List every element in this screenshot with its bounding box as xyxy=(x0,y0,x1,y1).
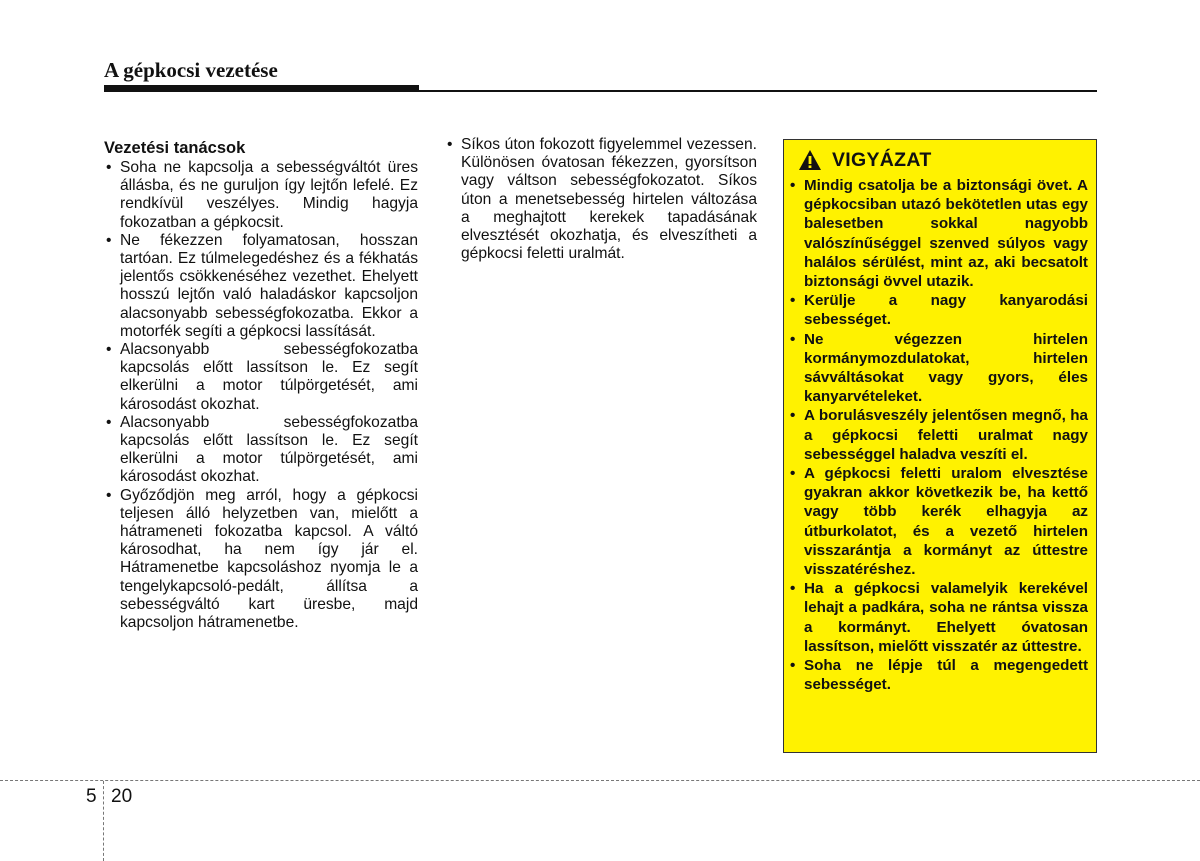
chapter-number: 5 xyxy=(86,786,97,807)
warning-item: • Soha ne lépje túl a megengedett sebességet. xyxy=(790,656,1088,694)
footer-divider xyxy=(0,780,1200,781)
warning-box xyxy=(783,139,1097,753)
warning-triangle-icon xyxy=(798,149,822,171)
column-left xyxy=(104,139,418,632)
driving-tips-list-continued xyxy=(445,136,757,263)
warning-header xyxy=(798,148,1088,172)
warning-item: • A gépkocsi feletti uralom elvesztése gyakran akkor következik be, ha kettő vagy több kerék elhagyja az útburkolatot, és a vezető hirtelen visszarántja a kormányt az úttestre visszatéréshez. xyxy=(790,464,1088,579)
header-rule-thin xyxy=(419,90,1097,92)
warning-title: VIGYÁZAT xyxy=(832,148,932,171)
warning-list xyxy=(790,176,1088,694)
list-item: • Alacsonyabb sebességfokozatba kapcsolás előtt lassítson le. Ez segít elkerülni a motor túlpörgetését, ami károsodást okozhat. xyxy=(104,414,418,487)
footer-vertical-divider xyxy=(103,781,104,861)
list-item: • Győződjön meg arról, hogy a gépkocsi teljesen álló helyzetben van, mielőtt a hátrameneti fokozatba kapcsol. A váltó károsodhat, ha nem így jár el. Hátramenetbe kapcsoláshoz nyomja le a tengelykapcsoló-pedált, állítsa a sebességváltó kart üresbe, majd kapcsoljon hátramenetbe. xyxy=(104,487,418,633)
warning-item: • Ha a gépkocsi valamelyik kerekével lehajt a padkára, soha ne rántsa vissza a kormányt. Ehelyett óvatosan lassítson, mielőtt visszatér az úttestre. xyxy=(790,579,1088,656)
section-heading: Vezetési tanácsok xyxy=(104,139,246,157)
warning-item: • Ne végezzen hirtelen kormánymozdulatokat, hirtelen sávváltásokat vagy gyors, éles kanyarvételeket. xyxy=(790,330,1088,407)
list-item: • Alacsonyabb sebességfokozatba kapcsolás előtt lassítson le. Ez segít elkerülni a motor túlpörgetését, ami károsodást okozhat. xyxy=(104,341,418,414)
warning-item: • A borulásveszély jelentősen megnő, ha a gépkocsi feletti uralmat nagy sebességgel haladva veszíti el. xyxy=(790,406,1088,464)
list-item: • Soha ne kapcsolja a sebességváltót üres állásba, és ne guruljon így lejtőn lefelé. Ez rendkívül veszélyes. Mindig hagyja fokozatban a gépkocsit. xyxy=(104,159,418,232)
list-item: • Síkos úton fokozott figyelemmel vezessen. Különösen óvatosan fékezzen, gyorsítson vagy váltson sebességfokozatot. Síkos úton a menetsebesség hirtelen változása a meghajtott kerekek tapadásának elvesztését okozhatja, és elveszítheti a gépkocsi feletti uralmát. xyxy=(445,136,757,263)
header-rule-thick xyxy=(104,85,419,92)
warning-item: • Kerülje a nagy kanyarodási sebességet. xyxy=(790,291,1088,329)
list-item: • Ne fékezzen folyamatosan, hosszan tartóan. Ez túlmelegedéshez és a fékhatás jelentős csökkenéséhez vezethet. Ehelyett hosszú lejtőn való haladáskor kapcsoljon alacsonyabb sebességfokozatba. Ekkor a motorfék segíti a gépkocsi lassítását. xyxy=(104,232,418,341)
warning-item: • Mindig csatolja be a biztonsági övet. A gépkocsiban utazó bekötetlen utas egy balesetben sokkal nagyobb valószínűséggel szenved súlyos vagy halálos sérülést, mint az, aki becsatolt biztonsági övvel utazik. xyxy=(790,176,1088,291)
driving-tips-list xyxy=(104,159,418,632)
column-middle xyxy=(445,136,757,263)
page-header-title: A gépkocsi vezetése xyxy=(104,58,278,82)
page-number: 20 xyxy=(111,786,133,807)
